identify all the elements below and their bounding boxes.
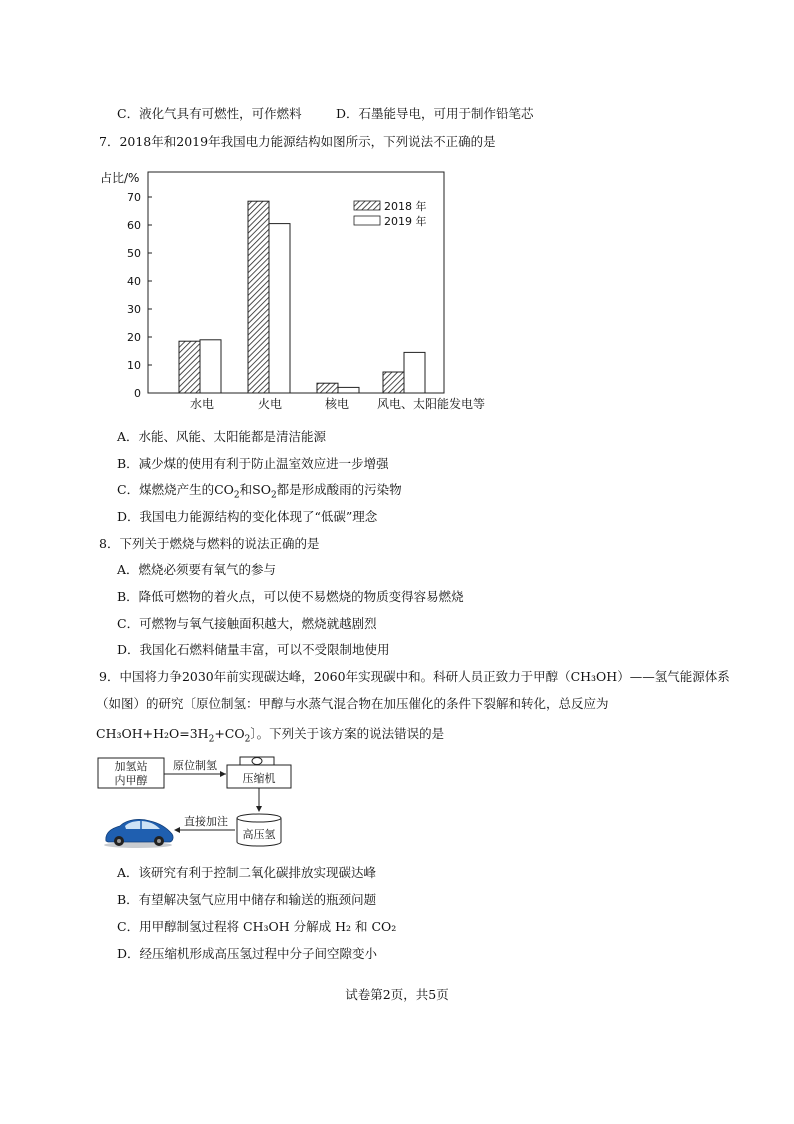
q7-option-d: D．我国电力能源结构的变化体现了“低碳”理念 [117,509,378,524]
hydrogen-system-diagram [96,755,326,850]
prev-option-d: D．石墨能导电，可用于制作铅笔芯 [336,106,534,121]
bar-2019-1 [269,224,290,393]
q9-line1: 9．中国将力争2030年前实现碳达峰，2060年实现碳中和。科研人员正致力于甲醇（CH₃OH）——氢气能源体系 [99,669,730,684]
y-tick-label: 10 [127,359,141,372]
bar-2018-0 [179,341,200,393]
q8-option-b: B．降低可燃物的着火点，可以使不易燃烧的物质变得容易燃烧 [117,589,464,604]
bar-2019-3 [404,352,425,393]
bar-2019-0 [200,340,221,393]
legend-swatch-2019 [354,216,380,225]
y-tick-label: 60 [127,219,141,232]
legend-label-2018: 2018 年 [384,200,427,213]
prev-option-c: C．液化气具有可燃性，可作燃料 [117,106,302,121]
arrow-head-right-icon [220,771,226,777]
y-tick-label: 40 [127,275,141,288]
legend-swatch-2018 [354,201,380,210]
legend [354,199,427,228]
y-tick-label: 50 [127,247,141,260]
x-labels [190,396,485,411]
q9-option-d: D．经压缩机形成高压氢过程中分子间空隙变小 [117,946,378,961]
station-label-1: 加氢站 [114,760,148,773]
energy-structure-chart [96,164,496,414]
arrow-head-down-icon [256,806,262,812]
tank-top [237,814,281,822]
bar-2019-2 [338,387,359,393]
arrow-head-left-icon [174,827,180,833]
y-tick-label: 70 [127,191,141,204]
q7-stem: 7．2018年和2019年我国电力能源结构如图所示，下列说法不正确的是 [99,134,496,149]
q9-option-a: A．该研究有利于控制二氧化碳排放实现碳达峰 [117,865,377,880]
y-axis-label: 占比/% [100,171,140,185]
y-tick-label: 30 [127,303,141,316]
q7-option-a: A．水能、风能、太阳能都是清洁能源 [117,429,327,444]
bars [179,201,425,393]
x-category-label: 风电、太阳能发电等 [376,397,486,411]
y-tick-label: 20 [127,331,141,344]
y-tick-label: 0 [134,387,141,400]
compressor-top [240,757,274,765]
q9-option-b: B．有望解决氢气应用中储存和输送的瓶颈问题 [117,892,377,907]
bar-2018-3 [383,372,404,393]
x-category-label: 核电 [324,397,350,411]
page-footer: 试卷第2页，共5页 [345,987,449,1002]
q9-line2: （如图）的研究〔原位制氢：甲醇与水蒸气混合物在加压催化的条件下裂解和转化，总反应为 [96,696,609,711]
arrow-label-top: 原位制氢 [173,759,217,772]
q8-option-a: A．燃烧必须要有氧气的参与 [117,562,277,577]
compressor-label: 压缩机 [242,772,276,785]
q8-option-c: C．可燃物与氧气接触面积越大，燃烧就越剧烈 [117,616,377,631]
q9-option-c: C．用甲醇制氢过程将 CH₃OH 分解成 H₂ 和 CO₂ [117,919,397,934]
legend-label-2019: 2019 年 [384,215,427,228]
car-icon [104,819,173,848]
tank-label: 高压氢 [242,828,276,841]
q7-option-b: B．减少煤的使用有利于防止温室效应进一步增强 [117,456,389,471]
x-category-label: 火电 [257,397,283,411]
q8-option-d: D．我国化石燃料储量丰富，可以不受限制地使用 [117,642,390,657]
bar-2018-1 [248,201,269,393]
q8-stem: 8．下列关于燃烧与燃料的说法正确的是 [99,536,320,551]
q9-equation-line: $CH_3OH+H_2O=3H_2+CO_2$〕。下列关于该方案的说法错误的是 [96,726,445,745]
x-category-label: 水电 [189,397,215,411]
q7-option-c: C．煤燃烧产生的$CO_2$和$SO_2$都是形成酸雨的污染物 [117,482,402,501]
arrow-label-bottom: 直接加注 [184,815,228,828]
station-label-2: 内甲醇 [114,774,148,787]
bar-2018-2 [317,383,338,393]
